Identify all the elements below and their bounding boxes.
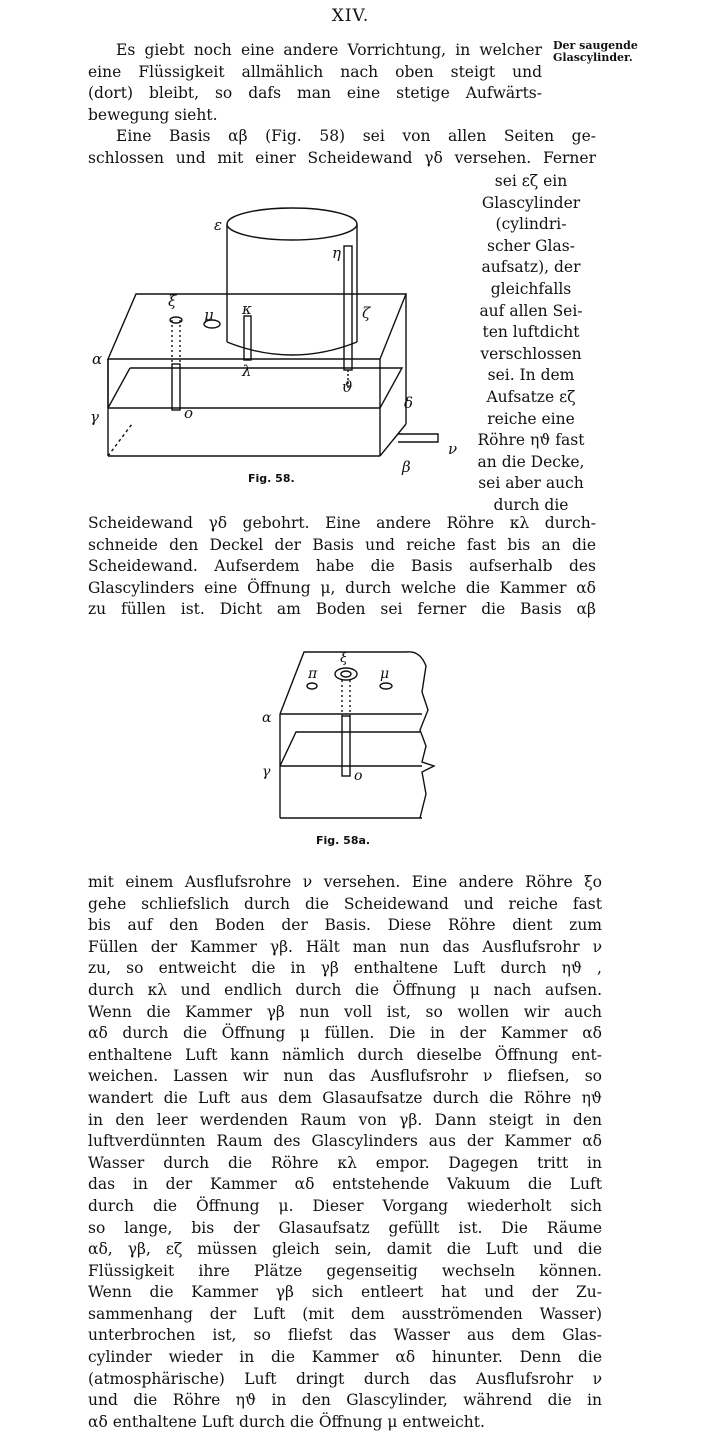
text-line: Es giebt noch eine andere Vorrichtung, in welcher bbox=[116, 41, 542, 59]
text-line: Scheidewand γδ gebohrt. Eine andere Röhre κλ durch- bbox=[88, 514, 596, 532]
text-line: Glascylinder bbox=[481, 193, 581, 212]
text-line: Füllen der Kammer γβ. Hält man nun das Ausflufsrohr ν bbox=[88, 937, 602, 956]
text-line: bewegung sieht. bbox=[88, 105, 218, 124]
margin-note bbox=[553, 40, 653, 64]
paragraph-operation bbox=[88, 872, 602, 1433]
text-line: durch die bbox=[493, 495, 569, 514]
text-line: Eine Basis αβ (Fig. 58) sei von allen Seiten ge- bbox=[116, 127, 596, 145]
text-line: in den leer werdenden Raum von γβ. Dann steigt in den bbox=[88, 1110, 602, 1129]
text-line: eine Flüssigkeit allmählich nach oben steigt und bbox=[88, 62, 542, 81]
fig58-label-xi: ξ bbox=[168, 292, 177, 310]
text-line: das in der Kammer αδ entstehende Vakuum die Luft bbox=[88, 1175, 602, 1194]
text-line: verschlossen bbox=[480, 344, 582, 363]
text-line: ten luftdicht bbox=[482, 323, 580, 342]
fig58-label-gamma: γ bbox=[90, 408, 99, 426]
text-line: schlossen und mit einer Scheidewand γδ versehen. Ferner bbox=[88, 148, 596, 167]
fig58-label-nu: ν bbox=[448, 440, 458, 458]
fig58-label-lambda: λ bbox=[242, 362, 252, 380]
fig58-label-beta: β bbox=[402, 458, 411, 476]
text-line: (atmosphärische) Luft dringt durch das Ausflufsrohr ν bbox=[88, 1369, 602, 1388]
paragraph-partition bbox=[88, 513, 596, 621]
fig58-label-delta: δ bbox=[404, 394, 414, 412]
fig58-label-eta: η bbox=[332, 244, 341, 262]
text-line: durch κλ und endlich durch die Öffnung μ nach aufsen. bbox=[88, 980, 602, 999]
text-line: an die Decke, bbox=[477, 452, 585, 471]
text-line: Röhre ηϑ fast bbox=[477, 431, 585, 450]
text-line: cylinder wieder in die Kammer αδ hinunter. Denn die bbox=[88, 1348, 602, 1367]
text-line: scher Glas- bbox=[487, 236, 575, 255]
text-line: (dort) bleibt, so dafs man eine stetige Aufwärts- bbox=[88, 84, 542, 103]
text-line: αδ, γβ, εζ müssen gleich sein, damit die Luft und die bbox=[88, 1240, 602, 1259]
text-line: αδ enthaltene Luft durch die Öffnung μ entweicht. bbox=[88, 1412, 485, 1431]
text-line: und die Röhre ηϑ in den Glascylinder, während die in bbox=[88, 1391, 602, 1410]
text-line: aufsatz), der bbox=[481, 258, 581, 277]
figure-58a bbox=[250, 646, 450, 848]
fig58-label-omicron: o bbox=[184, 404, 194, 422]
text-line: Aufsatze εζ bbox=[486, 387, 576, 406]
text-line: schneide den Deckel der Basis und reiche fast bis an die bbox=[88, 535, 596, 554]
text-line: so lange, bis der Glasaufsatz gefüllt ist. Die Räume bbox=[88, 1218, 602, 1237]
text-line: sei. In dem bbox=[487, 366, 575, 385]
text-line: sammenhang der Luft (mit dem ausströmenden Wasser) bbox=[88, 1304, 602, 1323]
figure-58 bbox=[86, 196, 466, 488]
fig58a-label-xi: ξ bbox=[340, 650, 348, 666]
text-line: Wenn die Kammer γβ sich entleert hat und der Zu- bbox=[88, 1283, 602, 1302]
text-line: zu füllen ist. Dicht am Boden sei ferner die Basis αβ bbox=[88, 600, 596, 619]
text-line: unterbrochen ist, so fliefst das Wasser aus dem Glas- bbox=[88, 1326, 602, 1345]
text-line: weichen. Lassen wir nun das Ausflufsrohr ν fliefsen, so bbox=[88, 1067, 602, 1086]
section-heading: XIV. bbox=[331, 6, 370, 26]
fig58-label-kappa: κ bbox=[242, 300, 252, 318]
text-line: Flüssigkeit ihre Plätze gegenseitig wechseln können. bbox=[88, 1261, 602, 1280]
fig58a-label-gamma: γ bbox=[262, 764, 271, 780]
text-line: Glascylinders eine Öffnung μ, durch welche die Kammer αδ bbox=[88, 578, 596, 597]
text-line: bis auf den Boden der Basis. Diese Röhre dient zum bbox=[88, 916, 602, 935]
paragraph-side-column bbox=[466, 171, 596, 517]
fig58a-label-alpha: α bbox=[262, 710, 272, 726]
figure-58a-caption: Fig. 58a. bbox=[316, 834, 371, 847]
text-line: durch die Öffnung μ. Dieser Vorgang wiederholt sich bbox=[88, 1196, 602, 1215]
fig58a-label-pi: π bbox=[308, 666, 318, 682]
text-line: luftverdünnten Raum des Glascylinders aus der Kammer αδ bbox=[88, 1132, 602, 1151]
text-line: mit einem Ausflufsrohre ν versehen. Eine andere Röhre ξο bbox=[88, 873, 602, 891]
fig58-label-epsilon: ε bbox=[214, 216, 223, 234]
text-line: auf allen Sei- bbox=[479, 301, 583, 320]
text-line: Scheidewand. Aufserdem habe die Basis aufserhalb des bbox=[88, 557, 596, 576]
margin-note-line: Glascylinder. bbox=[553, 51, 633, 64]
text-line: sei aber auch bbox=[478, 474, 584, 493]
text-line: reiche eine bbox=[487, 409, 575, 428]
fig58-label-mu: μ bbox=[204, 306, 214, 324]
fig58a-label-omicron: o bbox=[354, 768, 363, 784]
text-line: Wasser durch die Röhre κλ empor. Dagegen tritt in bbox=[88, 1153, 602, 1172]
text-line: Wenn die Kammer γβ nun voll ist, so wollen wir auch bbox=[88, 1002, 602, 1021]
margin-note-line: Der saugende bbox=[553, 39, 638, 52]
fig58-label-zeta: ζ bbox=[362, 304, 371, 322]
text-line: zu, so entweicht die in γβ enthaltene Luft durch ηϑ , bbox=[88, 959, 602, 978]
paragraph-basis bbox=[88, 126, 596, 169]
paragraph-intro bbox=[88, 40, 542, 126]
fig58-label-theta: ϑ bbox=[342, 378, 353, 396]
text-line: sei εζ ein bbox=[494, 172, 568, 190]
text-line: gleichfalls bbox=[490, 279, 572, 298]
text-line: (cylindri- bbox=[495, 215, 567, 234]
figure-58-caption: Fig. 58. bbox=[248, 472, 295, 485]
fig58-label-alpha: α bbox=[92, 350, 103, 368]
text-line: αδ durch die Öffnung μ füllen. Die in der Kammer αδ bbox=[88, 1024, 602, 1043]
text-line: enthaltene Luft kann nämlich durch dieselbe Öffnung ent- bbox=[88, 1045, 602, 1064]
fig58a-label-mu: μ bbox=[380, 666, 390, 682]
text-line: wandert die Luft aus dem Glasaufsatze durch die Röhre ηϑ bbox=[88, 1088, 602, 1107]
text-line: gehe schliefslich durch die Scheidewand und reiche fast bbox=[88, 894, 602, 913]
